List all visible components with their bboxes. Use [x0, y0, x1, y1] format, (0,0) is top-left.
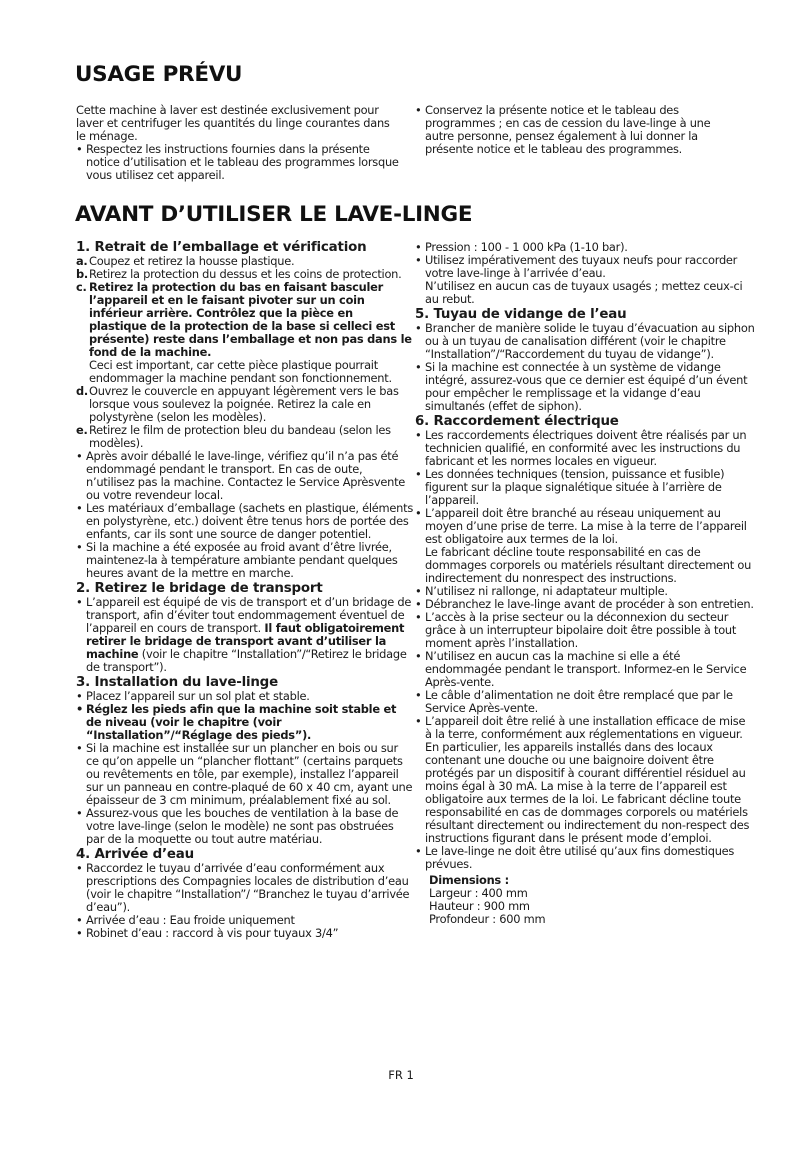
s2-bullet-transport	[76, 596, 414, 674]
section-6-heading: 6. Raccordement électrique	[415, 414, 619, 429]
usage-title: USAGE PRÉVU	[75, 62, 243, 87]
s6-bullet-earth	[415, 507, 755, 585]
s6-bullet-unplug: • Débranchez le lave-linge avant de procéder à son entretien.	[415, 598, 755, 611]
s3-bullet-feet: • Réglez les pieds afin que la machine soit stable et de niveau (voir le chapitre (voir “Installation”/“Réglage des pieds”).	[76, 703, 414, 742]
section-3-heading: 3. Installation du lave-linge	[76, 675, 278, 690]
section-4-heading: 4. Arrivée d’eau	[76, 847, 194, 862]
step-b-label: b.	[76, 267, 88, 281]
step-c-label: c.	[76, 280, 87, 294]
s6-bullet-technical-data: • Les données techniques (tension, puissance et fusible) figurent sur la plaque signalétique située à l’arrière de l’appareil.	[415, 468, 755, 507]
step-c-text: Ceci est important, car cette pièce plastique pourrait endommager la machine pendant son fonctionnement.	[89, 358, 392, 385]
before-right-column	[415, 241, 755, 926]
s1-bullet-damage-check: • Après avoir déballé le lave-linge, vérifiez qu’il n’a pas été endommagé pendant le transport. En cas de oute, n’utilisez pas la machine. Contactez le Service Aprèsvente ou votre revendeur local.	[76, 450, 414, 502]
s6-bullet-damaged: • N’utilisez en aucun cas la machine si elle a été endommagée pendant le transport. Informez-en le Service Après-vente.	[415, 650, 755, 689]
s6-bullet-extension: • N’utilisez ni rallonge, ni adaptateur multiple.	[415, 585, 755, 598]
s4-bullet-water-supply: • Arrivée d’eau : Eau froide uniquement	[76, 914, 414, 927]
s2-bold-text: Il faut obligatoirement retirer le bridage de transport avant d’utiliser la machine	[86, 621, 405, 661]
usage-left-column	[76, 104, 401, 182]
step-e	[76, 424, 414, 450]
s2-text-a: L’appareil est équipé de vis de transport et d’un bridage de transport, afin d’éviter tout endommagement éventuel de l’appareil en cours de transport.	[86, 595, 412, 635]
section-5-heading: 5. Tuyau de vidange de l’eau	[415, 307, 627, 322]
s6-earth-text: L’appareil doit être branché au réseau uniquement au moyen d’une prise de terre. La mise à la terre de l’appareil est obligatoire aux termes de la loi.	[425, 506, 747, 546]
usage-right-column	[415, 104, 725, 156]
s4-bullet-connect: • Raccordez le tuyau d’arrivée d’eau conformément aux prescriptions des Compagnies locales de distribution d’eau (voir le chapitre “Installation”/ “Branchez le tuyau d’arrivée d’eau”).	[76, 862, 414, 914]
step-a-text: Coupez et retirez la housse plastique.	[89, 254, 295, 268]
dimensions-block	[415, 874, 755, 926]
s6-bullet-access: • L’accès à la prise secteur ou la déconnexion du secteur grâce à un interrupteur bipolaire doit être possible à tout moment après l’installation.	[415, 611, 755, 650]
s2-text-b: (voir le chapitre “Installation”/“Retirez le bridage de transport”).	[86, 647, 407, 674]
before-use-title: AVANT D’UTILISER LE LAVE-LINGE	[75, 202, 473, 227]
s4-bullet-pressure: • Pression : 100 - 1 000 kPa (1-10 bar).	[415, 241, 755, 254]
usage-intro: Cette machine à laver est destinée exclusivement pour laver et centrifuger les quantités du linge courantes dans le ménage.	[76, 103, 390, 143]
s3-bullet-wood-floor: • Si la machine est installée sur un plancher en bois ou sur ce qu’on appelle un “plancher flottant” (certains parquets ou revêtements en tôle, par exemple), installez l’appareil sur un panneau en contre-plaqué de 60 x 40 cm, ayant une épaisseur de 3 cm minimum, préalablement fixé au sol.	[76, 742, 414, 807]
step-e-text: Retirez le film de protection bleu du bandeau (selon les modèles).	[89, 423, 391, 450]
step-a-label: a.	[76, 254, 88, 268]
s4-bullet-tap: • Robinet d’eau : raccord à vis pour tuyaux 3/4”	[76, 927, 414, 940]
s6-bullet-domestic: • Le lave-linge ne doit être utilisé qu’aux fins domestiques prévues.	[415, 845, 755, 871]
s6-liability-text: Le fabricant décline toute responsabilité en cas de dommages corporels ou matériels résultant directement ou indirectement du nonrespect des instructions.	[425, 545, 752, 585]
s1-bullet-cold: • Si la machine a été exposée au froid avant d’être livrée, maintenez-la à température ambiante pendant quelques heures avant de la mettre en marche.	[76, 541, 414, 580]
step-c	[76, 281, 414, 385]
usage-bullet-keep-notice: • Conservez la présente notice et le tableau des programmes ; en cas de cession du lave-linge à une autre personne, pensez également à lui donner la présente notice et le tableau des programmes.	[415, 104, 725, 156]
s4-new-hoses-text: Utilisez impérativement des tuyaux neufs pour raccorder votre lave-linge à l’arrivée d’eau.	[425, 253, 738, 280]
step-e-label: e.	[76, 423, 88, 437]
section-1-heading: 1. Retrait de l’emballage et vérification	[76, 240, 367, 255]
dimension-depth: Profondeur : 600 mm	[429, 912, 546, 926]
page-number: FR 1	[388, 1068, 414, 1082]
section-2-heading: 2. Retirez le bridage de transport	[76, 581, 323, 596]
s6-bullet-qualified: • Les raccordements électriques doivent être réalisés par un technicien qualifié, en conformité avec les instructions du fabricant et les normes locales en vigueur.	[415, 429, 755, 468]
step-d-text: Ouvrez le couvercle en appuyant légèrement vers le bas lorsque vous soulevez la poignée. Retirez la cale en polystyrène (selon les modèles).	[89, 384, 399, 424]
usage-bullet-instructions: • Respectez les instructions fournies dans la présente notice d’utilisation et le tableau des programmes lorsque vous utilisez cet appareil.	[76, 143, 401, 182]
s5-bullet-integrated: • Si la machine est connectée à un système de vidange intégré, assurez-vous que ce dernier est équipé d’un évent pour empêcher le remplissage et la vidange d’eau simultanés (effet de siphon).	[415, 361, 755, 413]
s6-bullet-grounding: • L’appareil doit être relié à une installation efficace de mise à la terre, conformément aux réglementations en vigueur. En particulier, les appareils installés dans des locaux contenant une douche ou une baignoire doivent être protégés par un dispositif à courant différentiel résiduel au moins égal à 30 mA. La mise à la terre de l’appareil est obligatoire aux termes de la loi. Le fabricant décline toute responsabilité en cas de dommages corporels ou matériels résultant directement ou indirectement du non-respect des instructions figurant dans le présent mode d’emploi.	[415, 715, 755, 845]
before-left-column	[76, 239, 414, 940]
s4-bullet-new-hoses	[415, 254, 755, 306]
dimension-width: Largeur : 400 mm	[429, 886, 528, 900]
s3-bullet-floor: • Placez l’appareil sur un sol plat et stable.	[76, 690, 414, 703]
s3-bullet-ventilation: • Assurez-vous que les bouches de ventilation à la base de votre lave-linge (selon le modèle) ne sont pas obstruées par de la moquette ou tout autre matériau.	[76, 807, 414, 846]
step-d-label: d.	[76, 384, 88, 398]
s5-bullet-drain: • Brancher de manière solide le tuyau d’évacuation au siphon ou à un tuyau de canalisation différent (voir le chapitre “Installation”/“Raccordement du tuyau de vidange”).	[415, 322, 755, 361]
step-d	[76, 385, 414, 424]
s6-bullet-cable: • Le câble d’alimentation ne doit être remplacé que par le Service Après-vente.	[415, 689, 755, 715]
dimension-height: Hauteur : 900 mm	[429, 899, 530, 913]
dimensions-heading: Dimensions :	[429, 873, 509, 887]
s4-old-hoses-text: N’utilisez en aucun cas de tuyaux usagés ; mettez ceux-ci au rebut.	[425, 279, 743, 306]
step-c-bold-text: Retirez la protection du bas en faisant basculer l’appareil et en le faisant pivoter sur un coin inférieur arrière. Contrôlez que la pièce en plastique de la protection de la base si celleci est présente) reste dans l’emballage et non pas dans le fond de la machine.	[89, 280, 412, 359]
s1-bullet-packaging: • Les matériaux d’emballage (sachets en plastique, éléments en polystyrène, etc.) doivent être tenus hors de portée des enfants, car ils sont une source de danger potentiel.	[76, 502, 414, 541]
step-b-text: Retirez la protection du dessus et les coins de protection.	[89, 267, 402, 281]
